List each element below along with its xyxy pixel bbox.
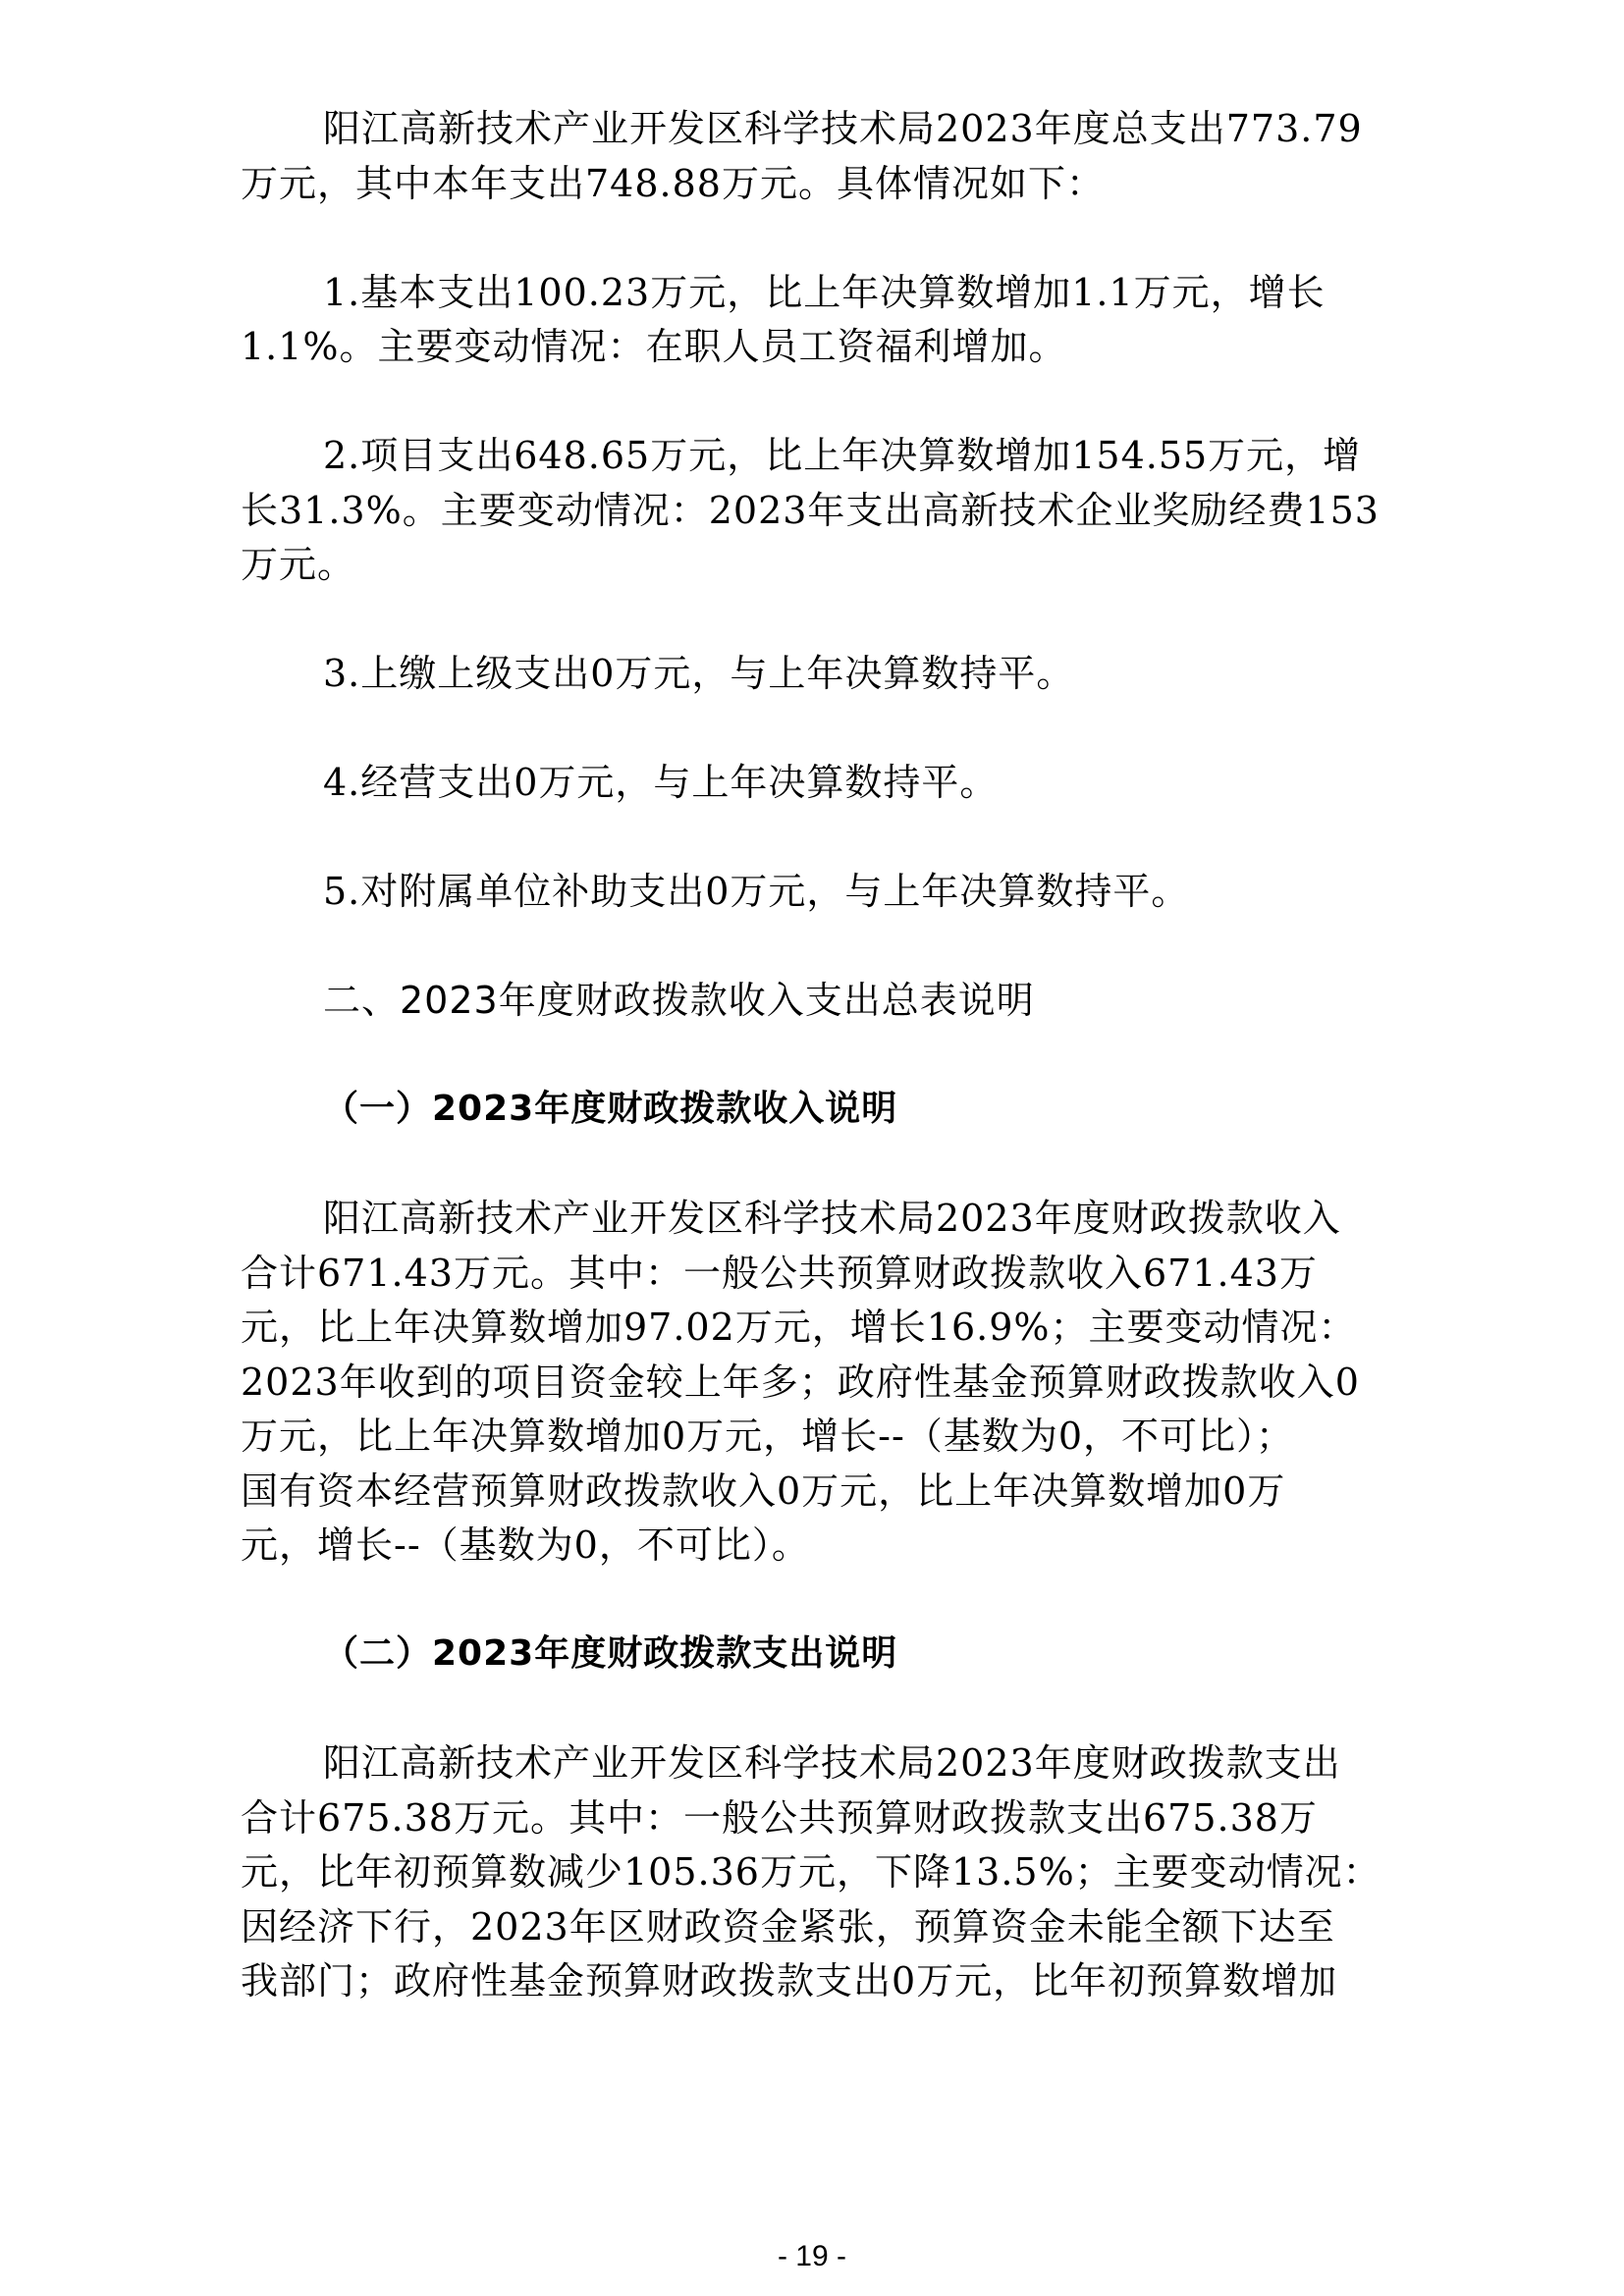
subsection-heading-expense: （二）2023年度财政拨款支出说明: [323, 1633, 898, 1674]
paragraph-line: 万元，其中本年支出748.88万元。具体情况如下：: [241, 162, 1105, 205]
paragraph-line: 因经济下行，2023年区财政资金紧张，预算资金未能全额下达至: [241, 1905, 1335, 1949]
list-item-basic-expense: 1.基本支出100.23万元，比上年决算数增加1.1万元，增长: [323, 271, 1326, 314]
subsection-heading-income: （一）2023年度财政拨款收入说明: [323, 1089, 898, 1129]
section-heading: 二、2023年度财政拨款收入支出总表说明: [323, 979, 1035, 1022]
paragraph-line: 我部门；政府性基金预算财政拨款支出0万元，比年初预算数增加: [241, 1959, 1338, 2002]
page-number: - 19 -: [777, 2240, 847, 2272]
paragraph-line: 元，比上年决算数增加97.02万元，增长16.9%；主要变动情况：: [241, 1306, 1357, 1349]
paragraph-line: 元，增长--（基数为0，不可比）。: [241, 1523, 810, 1567]
paragraph-line: 阳江高新技术产业开发区科学技术局2023年度财政拨款支出: [323, 1741, 1341, 1785]
paragraph-line: 万元。: [241, 543, 356, 586]
paragraph-line: 长31.3%。主要变动情况：2023年支出高新技术企业奖励经费153: [241, 489, 1380, 532]
list-item-subsidiary-subsidy: 5.对附属单位补助支出0万元，与上年决算数持平。: [323, 870, 1190, 913]
paragraph-line: 合计675.38万元。其中：一般公共预算财政拨款支出675.38万: [241, 1796, 1318, 1840]
paragraph-line: 阳江高新技术产业开发区科学技术局2023年度财政拨款收入: [323, 1197, 1341, 1240]
paragraph-line: 阳江高新技术产业开发区科学技术局2023年度总支出773.79: [323, 107, 1363, 150]
paragraph-line: 1.1%。主要变动情况：在职人员工资福利增加。: [241, 325, 1067, 368]
paragraph-line: 国有资本经营预算财政拨款收入0万元，比上年决算数增加0万: [241, 1469, 1286, 1513]
list-item-operating-expense: 4.经营支出0万元，与上年决算数持平。: [323, 761, 999, 804]
list-item-project-expense: 2.项目支出648.65万元，比上年决算数增加154.55万元，增: [323, 434, 1362, 477]
paragraph-line: 元，比年初预算数减少105.36万元，下降13.5%；主要变动情况：: [241, 1850, 1381, 1894]
paragraph-line: 万元，比上年决算数增加0万元，增长--（基数为0，不可比）；: [241, 1415, 1295, 1458]
paragraph-line: 合计671.43万元。其中：一般公共预算财政拨款收入671.43万: [241, 1252, 1318, 1295]
paragraph-line: 2023年收到的项目资金较上年多；政府性基金预算财政拨款收入0: [241, 1361, 1360, 1404]
list-item-upper-payment: 3.上缴上级支出0万元，与上年决算数持平。: [323, 652, 1075, 695]
